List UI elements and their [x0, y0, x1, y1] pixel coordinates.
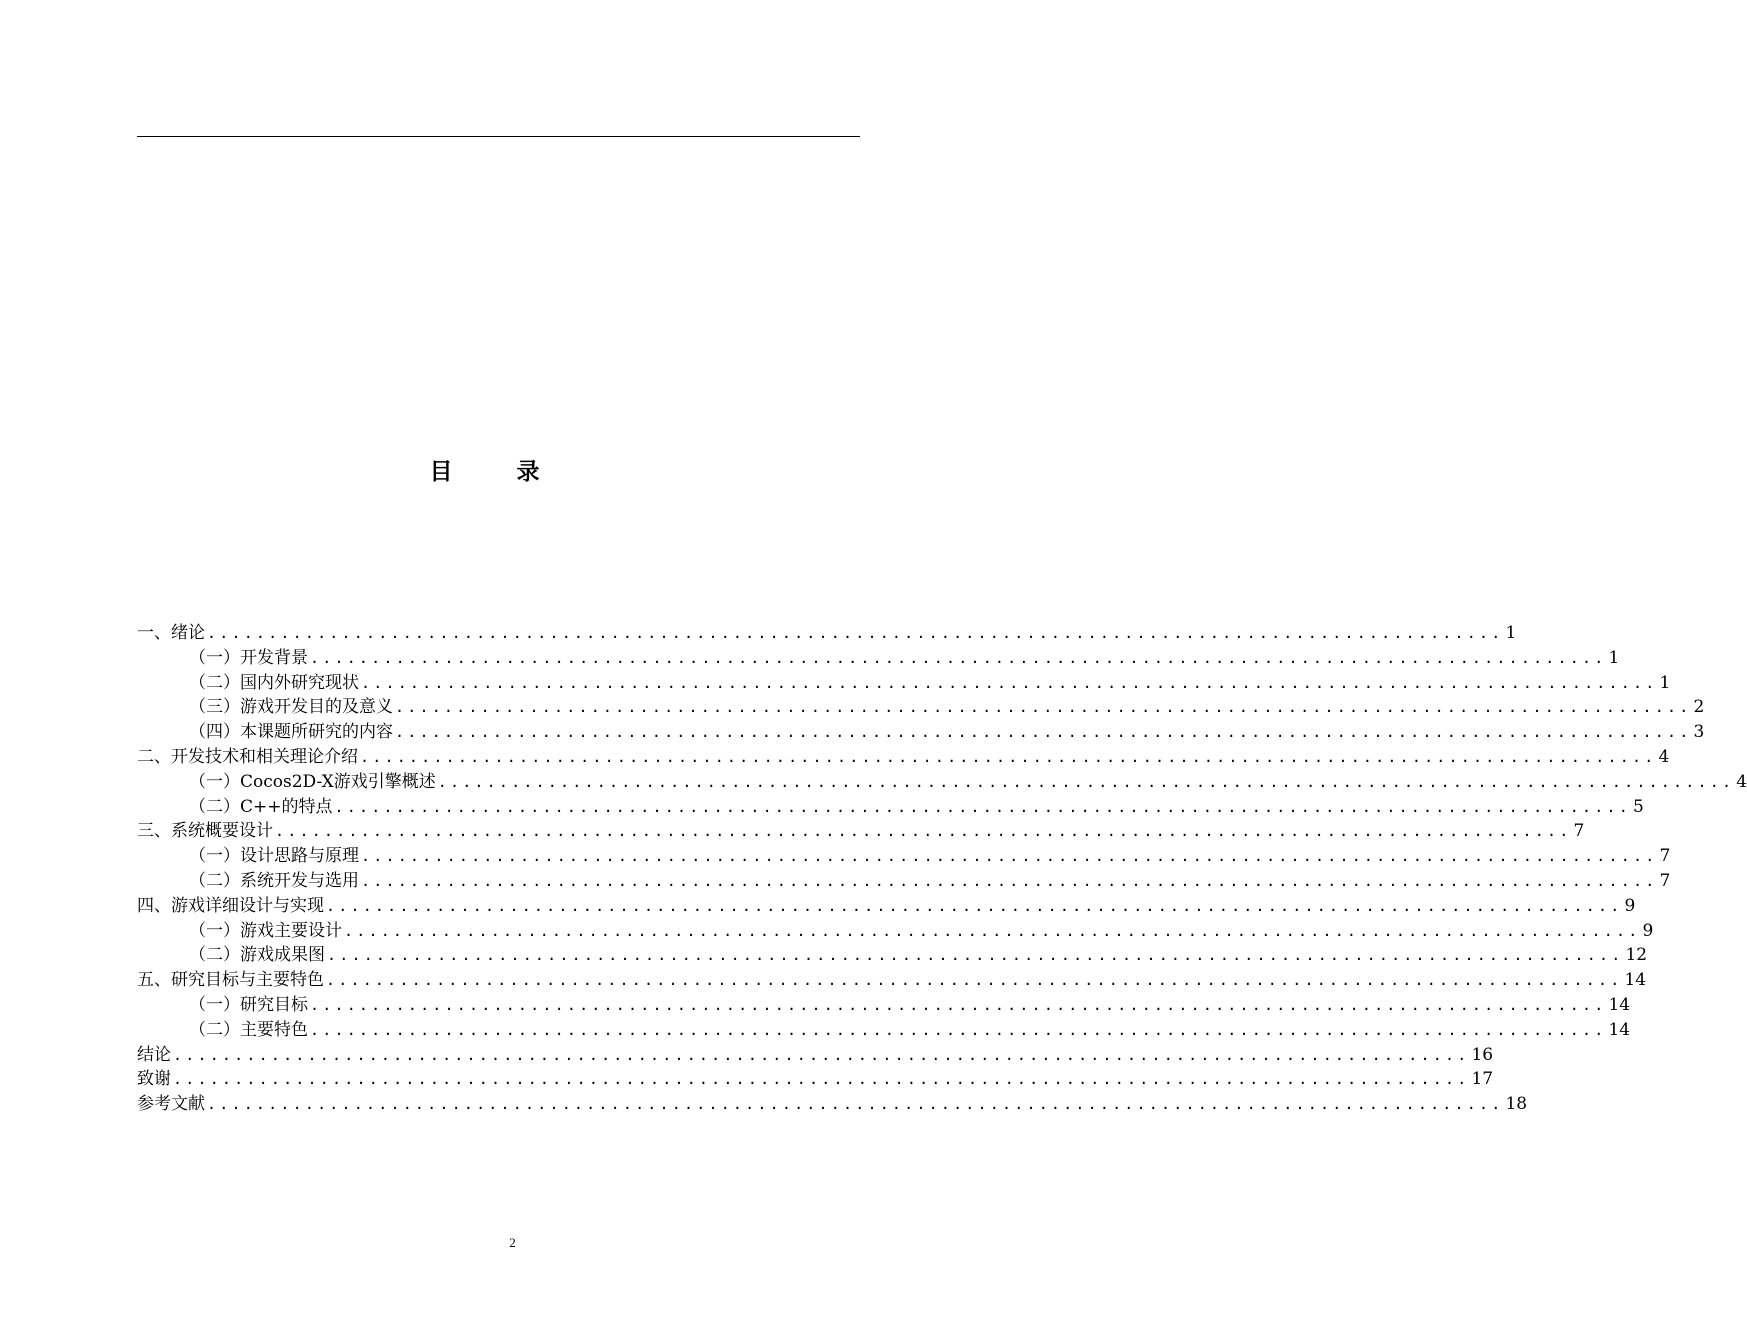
toc-entry-page: 14 — [1624, 970, 1647, 991]
toc-entry-leader: .......................................................................................................... — [173, 1070, 1470, 1089]
toc-entry[interactable] — [137, 919, 1654, 944]
toc-entry-label: 一、绪论 — [137, 623, 205, 643]
toc-entry[interactable] — [137, 795, 1644, 820]
toc-title: 目 录 — [429, 459, 568, 485]
toc-entry-leader: .......................................................................................................... — [310, 1020, 1607, 1039]
toc-entry[interactable] — [137, 621, 1517, 646]
toc-entry-label: 二、开发技术和相关理论介绍 — [137, 746, 358, 767]
toc-entry-label: 五、研究目标与主要特色 — [137, 970, 324, 991]
toc-entry[interactable] — [137, 943, 1648, 968]
toc-entry-page: 14 — [1608, 994, 1631, 1015]
toc-entry-leader: .......................................................................................................... — [326, 971, 1623, 990]
toc-entry-label: 致谢 — [137, 1069, 171, 1090]
toc-entry-label: （三）游戏开发目的及意义 — [189, 697, 393, 718]
toc-entry-page: 7 — [1659, 870, 1671, 891]
toc-entry-page: 16 — [1471, 1044, 1494, 1065]
toc-entry-label: （二）C++的特点 — [189, 796, 333, 817]
toc-entry-label: （一）Cocos2D-X游戏引擎概述 — [189, 771, 436, 792]
toc-entry-page: 2 — [1693, 697, 1705, 718]
toc-entry-leader: .......................................................................................................... — [326, 896, 1623, 915]
toc-entry-page: 4 — [1736, 771, 1747, 792]
toc-entry[interactable] — [137, 869, 1671, 894]
toc-entry-leader: .......................................................................................................... — [344, 921, 1641, 940]
toc-entry-label: （二）游戏成果图 — [189, 945, 325, 966]
toc-entry-page: 7 — [1659, 846, 1671, 867]
toc-entry-leader: .......................................................................................................... — [207, 1095, 1504, 1114]
toc-entry[interactable] — [137, 720, 1705, 745]
table-of-contents — [137, 621, 1747, 1117]
toc-entry-leader: .......................................................................................................... — [173, 1045, 1470, 1064]
toc-entry-page: 12 — [1625, 945, 1648, 966]
toc-entry-leader: .......................................................................................................... — [310, 648, 1607, 667]
toc-entry-leader: .......................................................................................................... — [327, 946, 1624, 965]
toc-entry-leader: .......................................................................................................... — [361, 673, 1658, 692]
toc-entry-leader: .......................................................................................................... — [395, 723, 1692, 742]
toc-entry[interactable] — [137, 1018, 1631, 1043]
toc-entry[interactable] — [137, 671, 1671, 696]
toc-entry[interactable] — [137, 1092, 1528, 1117]
toc-entry-leader: .......................................................................................................... — [360, 747, 1657, 766]
toc-entry-page: 17 — [1471, 1069, 1494, 1090]
toc-entry-page: 7 — [1573, 821, 1585, 842]
toc-entry-label: （一）设计思路与原理 — [189, 846, 359, 867]
page-number: 2 — [509, 1235, 516, 1250]
toc-entry-page: 18 — [1505, 1094, 1528, 1115]
toc-entry-label: 三、系统概要设计 — [137, 821, 273, 842]
toc-entry-leader: .......................................................................................................... — [361, 847, 1658, 866]
toc-entry-label: 结论 — [137, 1044, 171, 1065]
toc-entry-page: 4 — [1658, 746, 1670, 767]
toc-entry-label: （一）研究目标 — [189, 994, 308, 1015]
header-rule — [137, 136, 860, 137]
toc-entry-leader: .......................................................................................................... — [310, 995, 1607, 1014]
toc-entry-label: 四、游戏详细设计与实现 — [137, 895, 324, 916]
toc-entry-leader: .......................................................................................................... — [275, 822, 1572, 841]
toc-entry-label: 参考文献 — [137, 1094, 205, 1115]
toc-entry-leader: .......................................................................................................... — [395, 698, 1692, 717]
toc-entry-label: （二）国内外研究现状 — [189, 672, 359, 693]
toc-entry[interactable] — [137, 1067, 1494, 1092]
toc-entry-leader: .......................................................................................................... — [437, 772, 1735, 791]
toc-entry[interactable] — [137, 770, 1747, 795]
toc-entry-page: 14 — [1608, 1019, 1631, 1040]
toc-entry-leader: .......................................................................................................... — [207, 624, 1504, 642]
toc-entry[interactable] — [137, 745, 1670, 770]
toc-entry[interactable] — [137, 695, 1705, 720]
toc-entry-page: 9 — [1624, 895, 1636, 916]
toc-entry-page: 1 — [1659, 672, 1671, 693]
toc-entry[interactable] — [137, 968, 1647, 993]
toc-entry[interactable] — [137, 1043, 1494, 1068]
toc-entry-label: （四）本课题所研究的内容 — [189, 722, 393, 743]
toc-entry-label: （一）开发背景 — [189, 647, 308, 668]
toc-entry-leader: .......................................................................................................... — [334, 797, 1631, 816]
toc-entry[interactable] — [137, 993, 1631, 1018]
toc-entry-page: 1 — [1505, 623, 1517, 643]
toc-entry-label: （一）游戏主要设计 — [189, 920, 342, 941]
toc-entry-page: 1 — [1608, 647, 1620, 668]
toc-entry-page: 3 — [1693, 722, 1705, 743]
toc-entry-page: 9 — [1642, 920, 1654, 941]
toc-entry-label: （二）系统开发与选用 — [189, 870, 359, 891]
toc-entry[interactable] — [137, 894, 1636, 919]
toc-entry-leader: .......................................................................................................... — [361, 871, 1658, 890]
toc-entry[interactable] — [137, 646, 1620, 671]
toc-entry-page: 5 — [1632, 796, 1644, 817]
toc-entry-label: （二）主要特色 — [189, 1019, 308, 1040]
toc-entry[interactable] — [137, 844, 1671, 869]
toc-entry[interactable] — [137, 819, 1585, 844]
